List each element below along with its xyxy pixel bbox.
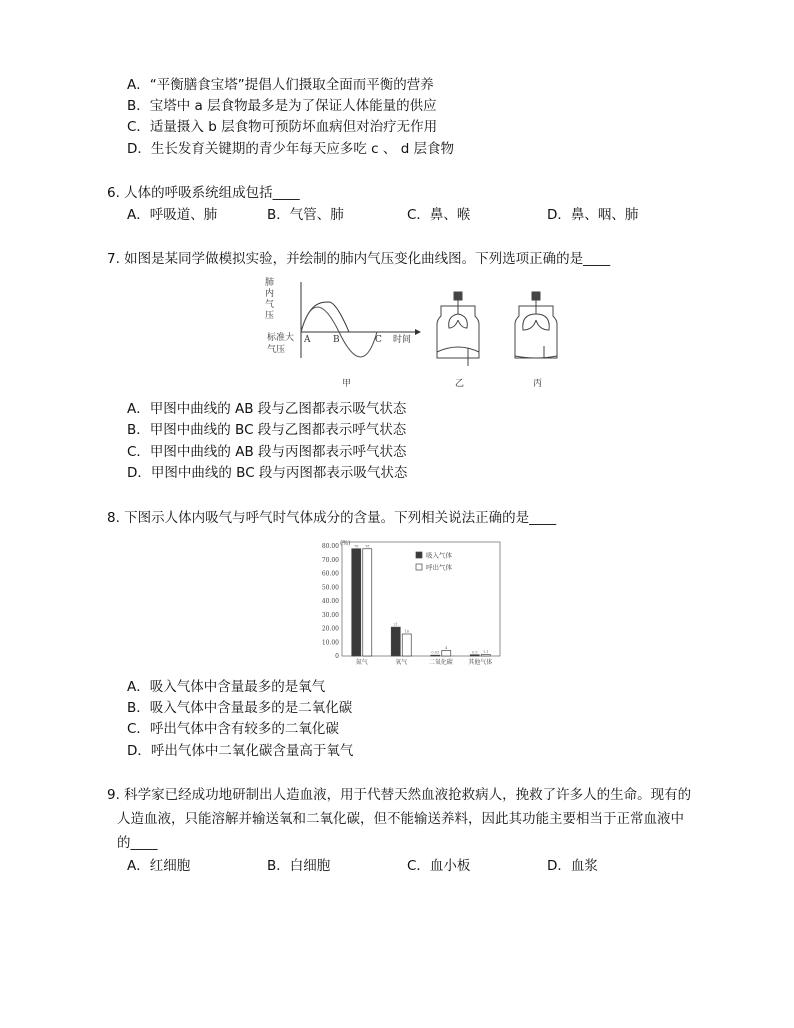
q7-option-d: D．甲图中曲线的 BC 段与丙图都表示吸气状态 (127, 465, 408, 481)
bar-value-label: 78 (354, 544, 359, 549)
q7-option-a: A．甲图中曲线的 AB 段与乙图都表示吸气状态 (127, 401, 407, 417)
svg-text:气压: 气压 (267, 345, 286, 355)
svg-text:内: 内 (265, 289, 275, 299)
svg-text:肺: 肺 (265, 278, 275, 288)
svg-text:压: 压 (265, 311, 275, 321)
chart-unit-label: (%) (340, 540, 351, 547)
q7-bell-jar-bing (515, 292, 557, 358)
q9-option-d: D．血浆 (547, 858, 598, 874)
svg-text:B: B (333, 335, 340, 345)
bar-inhaled-0 (352, 549, 361, 656)
legend-label: 吸入气体 (426, 551, 452, 560)
q8-option-b: B．吸入气体中含量最多的是二氧化碳 (127, 700, 353, 716)
bar-value-label: 0.9 (471, 650, 478, 655)
legend-swatch (416, 564, 422, 570)
q5-option-a: A．“平衡膳食宝塔”提倡人们摄取全面而平衡的营养 (127, 77, 434, 93)
q7-caption-jia: 甲 (342, 379, 352, 389)
q9-option-a: A．红细胞 (127, 858, 191, 874)
q8-option-d: D．呼出气体中二氧化碳含量高于氧气 (127, 743, 354, 759)
q7-y-axis-label (265, 276, 274, 321)
q8-stem: 8. 下图示人体内吸气与呼气时气体成分的含量。下列相关说法正确的是____ (107, 510, 557, 526)
x-category-label: 氧气 (395, 659, 408, 666)
q9-stem-line-2: 人造血液，只能溶解并输送氧和二氧化碳，但不能输送养料，因此其功能主要相当于正常血液中 (117, 811, 684, 827)
q9-stem-line-3: 的____ (117, 835, 158, 851)
bar-value-label: 21 (393, 622, 398, 627)
bar-exhaled-3 (481, 654, 490, 656)
y-tick-label: 0 (335, 653, 339, 660)
q6-option-d: D．鼻、咽、肺 (547, 207, 639, 223)
bar-inhaled-3 (470, 655, 479, 656)
q9-option-c: C．血小板 (407, 858, 471, 874)
y-tick-label: 20.00 (321, 625, 339, 633)
q6-option-b: B．气管、肺 (267, 207, 344, 223)
y-tick-label: 80.00 (321, 543, 339, 550)
q7-caption-yi: 乙 (455, 379, 465, 389)
x-category-label: 氮气 (355, 659, 368, 666)
q7-option-c: C．甲图中曲线的 AB 段与丙图都表示呼气状态 (127, 444, 407, 460)
q8-bar-chart (312, 538, 502, 668)
q7-stem: 7. 如图是某同学做模拟实验，并绘制的肺内气压变化曲线图。下列选项正确的是____ (107, 251, 611, 267)
q7-baseline-label (267, 331, 294, 355)
q5-option-d: D．生长发育关键期的青少年每天应多吃 c 、 d 层食物 (127, 141, 455, 157)
y-tick-label: 60.00 (321, 570, 339, 578)
q5-option-b: B．宝塔中 a 层食物最多是为了保证人体能量的供应 (127, 98, 437, 114)
q6-option-c: C．鼻、喉 (407, 207, 471, 223)
bar-value-label: 0.03 (431, 650, 440, 655)
bar-value-label: 78 (365, 544, 370, 549)
q7-caption-bing: 丙 (533, 379, 543, 389)
y-tick-label: 50.00 (321, 584, 339, 592)
bar-value-label: 4 (445, 646, 448, 650)
q8-option-a: A．吸入气体中含量最多的是氧气 (127, 679, 326, 695)
q7-option-b: B．甲图中曲线的 BC 段与乙图都表示呼气状态 (127, 422, 407, 438)
q5-option-c: C．适量摄入 b 层食物可预防坏血病但对治疗无作用 (127, 119, 438, 135)
svg-text:C: C (375, 335, 382, 345)
bar-inhaled-2 (431, 655, 440, 656)
legend-label: 呼出气体 (426, 563, 452, 572)
y-tick-label: 30.00 (321, 611, 339, 619)
bar-inhaled-1 (391, 627, 400, 656)
q7-x-axis-label: 时间 (393, 335, 412, 345)
q7-point-labels (303, 335, 382, 345)
bar-exhaled-2 (442, 651, 451, 657)
q9-option-b: B．白细胞 (267, 858, 331, 874)
q9-stem-line-1: 9. 科学家已经成功地研制出人造血液，用于代替天然血液抢救病人，挽救了许多人的生命。现有的 (107, 787, 692, 803)
y-tick-label: 40.00 (321, 598, 339, 605)
x-category-label: 二氧化碳 (428, 659, 453, 666)
bar-value-label: 1.1 (482, 649, 489, 654)
bar-exhaled-0 (363, 549, 372, 656)
q8-option-c: C．呼出气体中含有较多的二氧化碳 (127, 721, 339, 737)
legend-swatch (416, 552, 422, 558)
q6-option-a: A．呼吸道、肺 (127, 207, 218, 223)
q6-stem: 6. 人体的呼吸系统组成包括____ (107, 185, 300, 201)
svg-text:标准大: 标准大 (267, 333, 295, 343)
x-category-label: 其他气体 (468, 659, 493, 666)
y-tick-label: 70.00 (321, 556, 339, 564)
q7-figure (265, 276, 565, 392)
bar-value-label: 16 (404, 629, 409, 634)
svg-text:气: 气 (265, 300, 275, 310)
svg-text:A: A (304, 335, 311, 345)
q7-bell-jar-yi (437, 292, 479, 366)
y-tick-label: 10.00 (321, 639, 339, 647)
bar-exhaled-1 (402, 634, 411, 656)
